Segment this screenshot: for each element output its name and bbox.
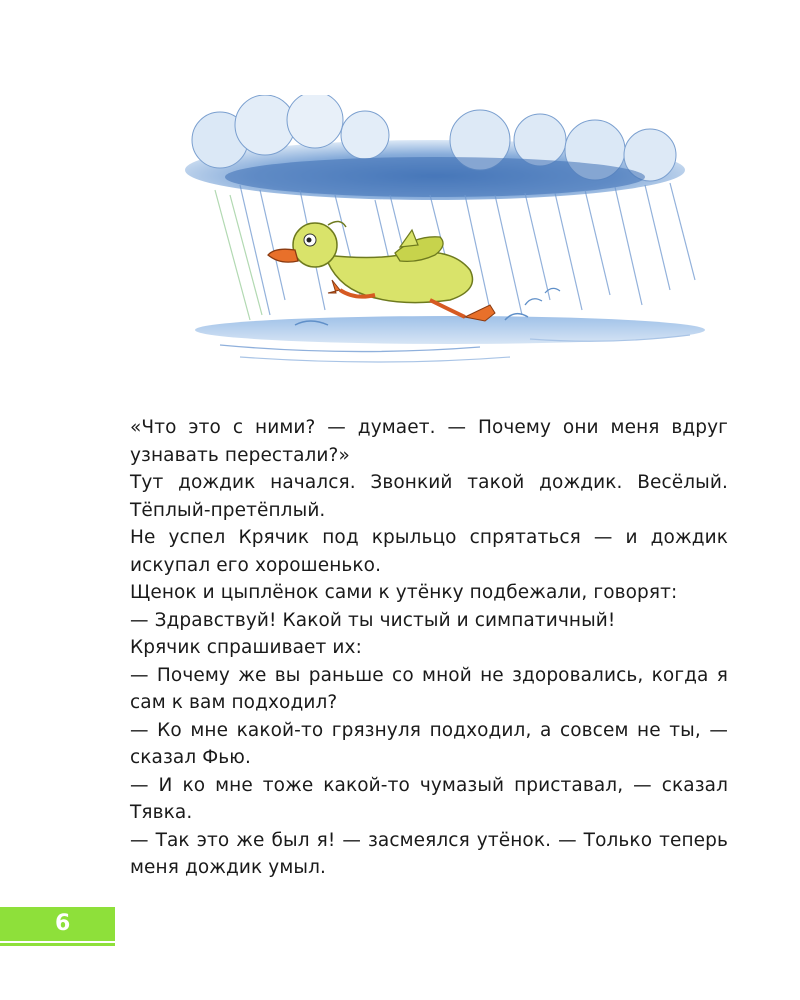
story-paragraph: — Почему же вы раньше со мной не здоровались, когда я сам к вам подходил? [130,664,728,713]
story-paragraph: Крячик спрашивает их: [130,637,362,658]
story-paragraph: Не успел Крячик под крыльцо спрятаться — и дождик искупал его хорошенько. [130,527,728,576]
story-paragraph: — И ко мне тоже какой-то чумазый приставал, — сказал Тявка. [130,774,728,823]
story-paragraph: — Здравствуй! Какой ты чистый и симпатичный! [130,609,616,631]
page-number-bar [0,907,115,941]
page-number: 6 [55,911,71,936]
story-paragraph: Тут дождик начался. Звонкий такой дождик. Весёлый. Тёплый-претёплый. [130,472,728,521]
story-text [130,414,728,882]
page-number-underline [0,943,115,946]
rain-duckling-illustration [150,95,720,375]
story-paragraph: — Ко мне какой-то грязнуля подходил, а совсем не ты, — сказал Фью. [130,719,728,768]
story-paragraph: — Так это же был я! — засмеялся утёнок. — Только теперь меня дождик умыл. [130,829,728,878]
duckling-icon [268,221,495,321]
story-paragraph: «Что это с ними? — думает. — Почему они меня вдруг узнавать перестали?» [130,417,728,466]
cloud-icon [185,95,685,200]
story-paragraph: Щенок и цыплёнок сами к утёнку подбежали, говорят: [130,582,678,603]
